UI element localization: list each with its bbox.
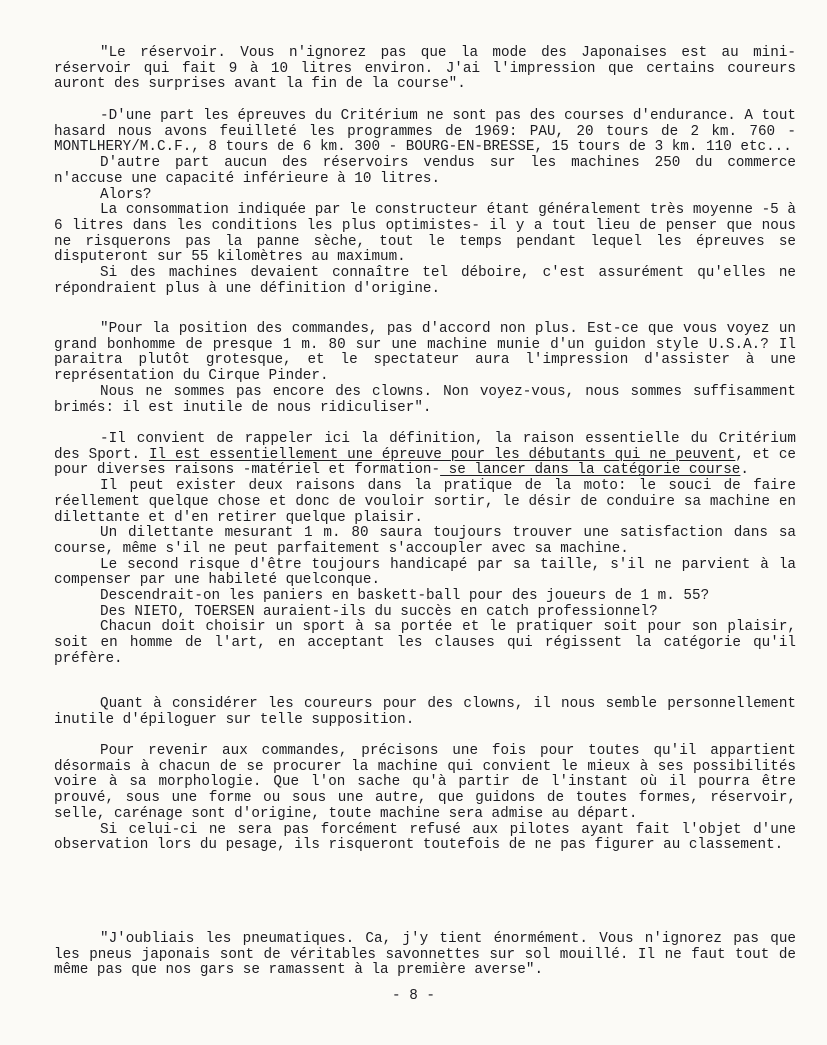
text-run: -Il convient de rappeler ici la définition, la raison essentielle du Critérium des Sport.: [54, 431, 796, 463]
paragraph: [54, 432, 796, 479]
paragraph: Descendrait-on les paniers en baskett-ball pour des joueurs de 1 m. 55?: [100, 588, 710, 605]
paragraph: "Pour la position des commandes, pas d'accord non plus. Est-ce que vous voyez un grand bonhomme de presque 1 m. 80 sur une machine munie d'un guidon style U.S.A.? Il paraitra plutôt grotesque, et le spectateur aura l'impression d'assister à une représentation du Cirque Pinder.: [54, 321, 796, 385]
paragraph: La consommation indiquée par le constructeur étant généralement très moyenne -5 à 6 litres dans les conditions les plus optimistes- il y a tout lieu de penser que nous ne risquerons pas la panne sèche, tout le temps pendant lequel les épreuves se disputeront sur 55 kilomètres au maximum.: [54, 202, 796, 266]
text-run: , et ce pour diverses raisons -matériel et formation-: [54, 446, 796, 479]
paragraph: "Le réservoir. Vous n'ignorez pas que la mode des Japonaises est au mini-réservoir qui fait 9 à 10 litres environ. J'ai l'impression que certains coureurs auront des surprises avant la fin de la course".: [54, 45, 796, 93]
paragraph: Si celui-ci ne sera pas forcément refusé aux pilotes ayant fait l'objet d'une observation lors du pesage, ils risqueront toutefois de ne pas figurer au classement.: [54, 821, 796, 854]
section-reservoir-quote: [54, 46, 796, 93]
paragraph: Pour revenir aux commandes, précisons une fois pour toutes qu'il appartient désormais à chacun de se procurer la machine qui convient le mieux à ses possibilités voire à sa morphologie. Que l'on sache qu'à partir de l'instant où il pourra être prouvé, sous une forme ou sous une autre, que guidons de toutes formes, réservoir, selle, carénage sont d'origine, toute machine sera admise au départ.: [54, 743, 796, 822]
section-clowns: [54, 697, 796, 728]
paragraph: -D'une part les épreuves du Critérium ne sont pas des courses d'endurance. A tout hasard nous avons feuilleté les programmes de 1969: PAU, 20 tours de 2 km. 760 - MONTLHERY/M.C.F., 8 tours de 6 km. 300 - BOURG-EN-BRESSE, 15 tours de 3 km. 110 etc...: [54, 108, 796, 156]
underlined-text: Il est essentiellement une épreuve pour les débutants qui ne peuvent: [148, 446, 736, 463]
paragraph: Il peut exister deux raisons dans la pratique de la moto: le souci de faire réellement quelque chose et donc de vouloir sortir, le désir de conduire sa machine en dilettante et d'en retirer quelque plaisir.: [54, 478, 796, 526]
section-commandes-quote: [54, 322, 796, 416]
section-conclusion: [54, 744, 796, 854]
paragraph: Le second risque d'être toujours handicapé par sa taille, s'il ne parvient à la compenser par une habileté quelconque.: [54, 556, 796, 589]
paragraph: Si des machines devaient connaître tel déboire, c'est assurément qu'elles ne répondraient plus à une définition d'origine.: [54, 265, 796, 297]
section-commandes-response: [54, 432, 796, 668]
underlined-text: se lancer dans la catégorie course: [440, 462, 741, 479]
paragraph: "J'oubliais les pneumatiques. Ca, j'y tient énormément. Vous n'ignorez pas que les pneus japonais sont de véritables savonnettes sur sol mouillé. Il ne faut tout de même pas que nos gars se ramassent à la première averse".: [54, 931, 796, 979]
paragraph: D'autre part aucun des réservoirs vendus sur les machines 250 du commerce n'accuse une capacité inférieure à 10 litres.: [54, 155, 796, 187]
section-reservoir-response: [54, 109, 796, 297]
paragraph: Des NIETO, TOERSEN auraient-ils du succès en catch professionnel?: [100, 603, 658, 620]
paragraph: Quant à considérer les coureurs pour des clowns, il nous semble personnellement inutile d'épiloguer sur telle supposition.: [54, 696, 796, 728]
paragraph: Alors?: [100, 186, 152, 203]
page-number: - 8 -: [392, 988, 435, 1004]
paragraph: Un dilettante mesurant 1 m. 80 saura toujours trouver une satisfaction dans sa course, même s'il ne peut parfaitement s'accoupler avec sa machine.: [54, 525, 796, 557]
paragraph: Nous ne sommes pas encore des clowns. Non voyez-vous, nous sommes suffisamment brimés: il est inutile de nous ridiculiser".: [54, 383, 796, 416]
text-run: .: [740, 462, 749, 479]
paragraph: Chacun doit choisir un sport à sa portée et le pratiquer soit pour son plaisir, soit en homme de l'art, en acceptant les clauses qui régissent la catégorie qu'il préfère.: [54, 619, 796, 667]
section-pneumatiques-quote: [54, 932, 796, 979]
